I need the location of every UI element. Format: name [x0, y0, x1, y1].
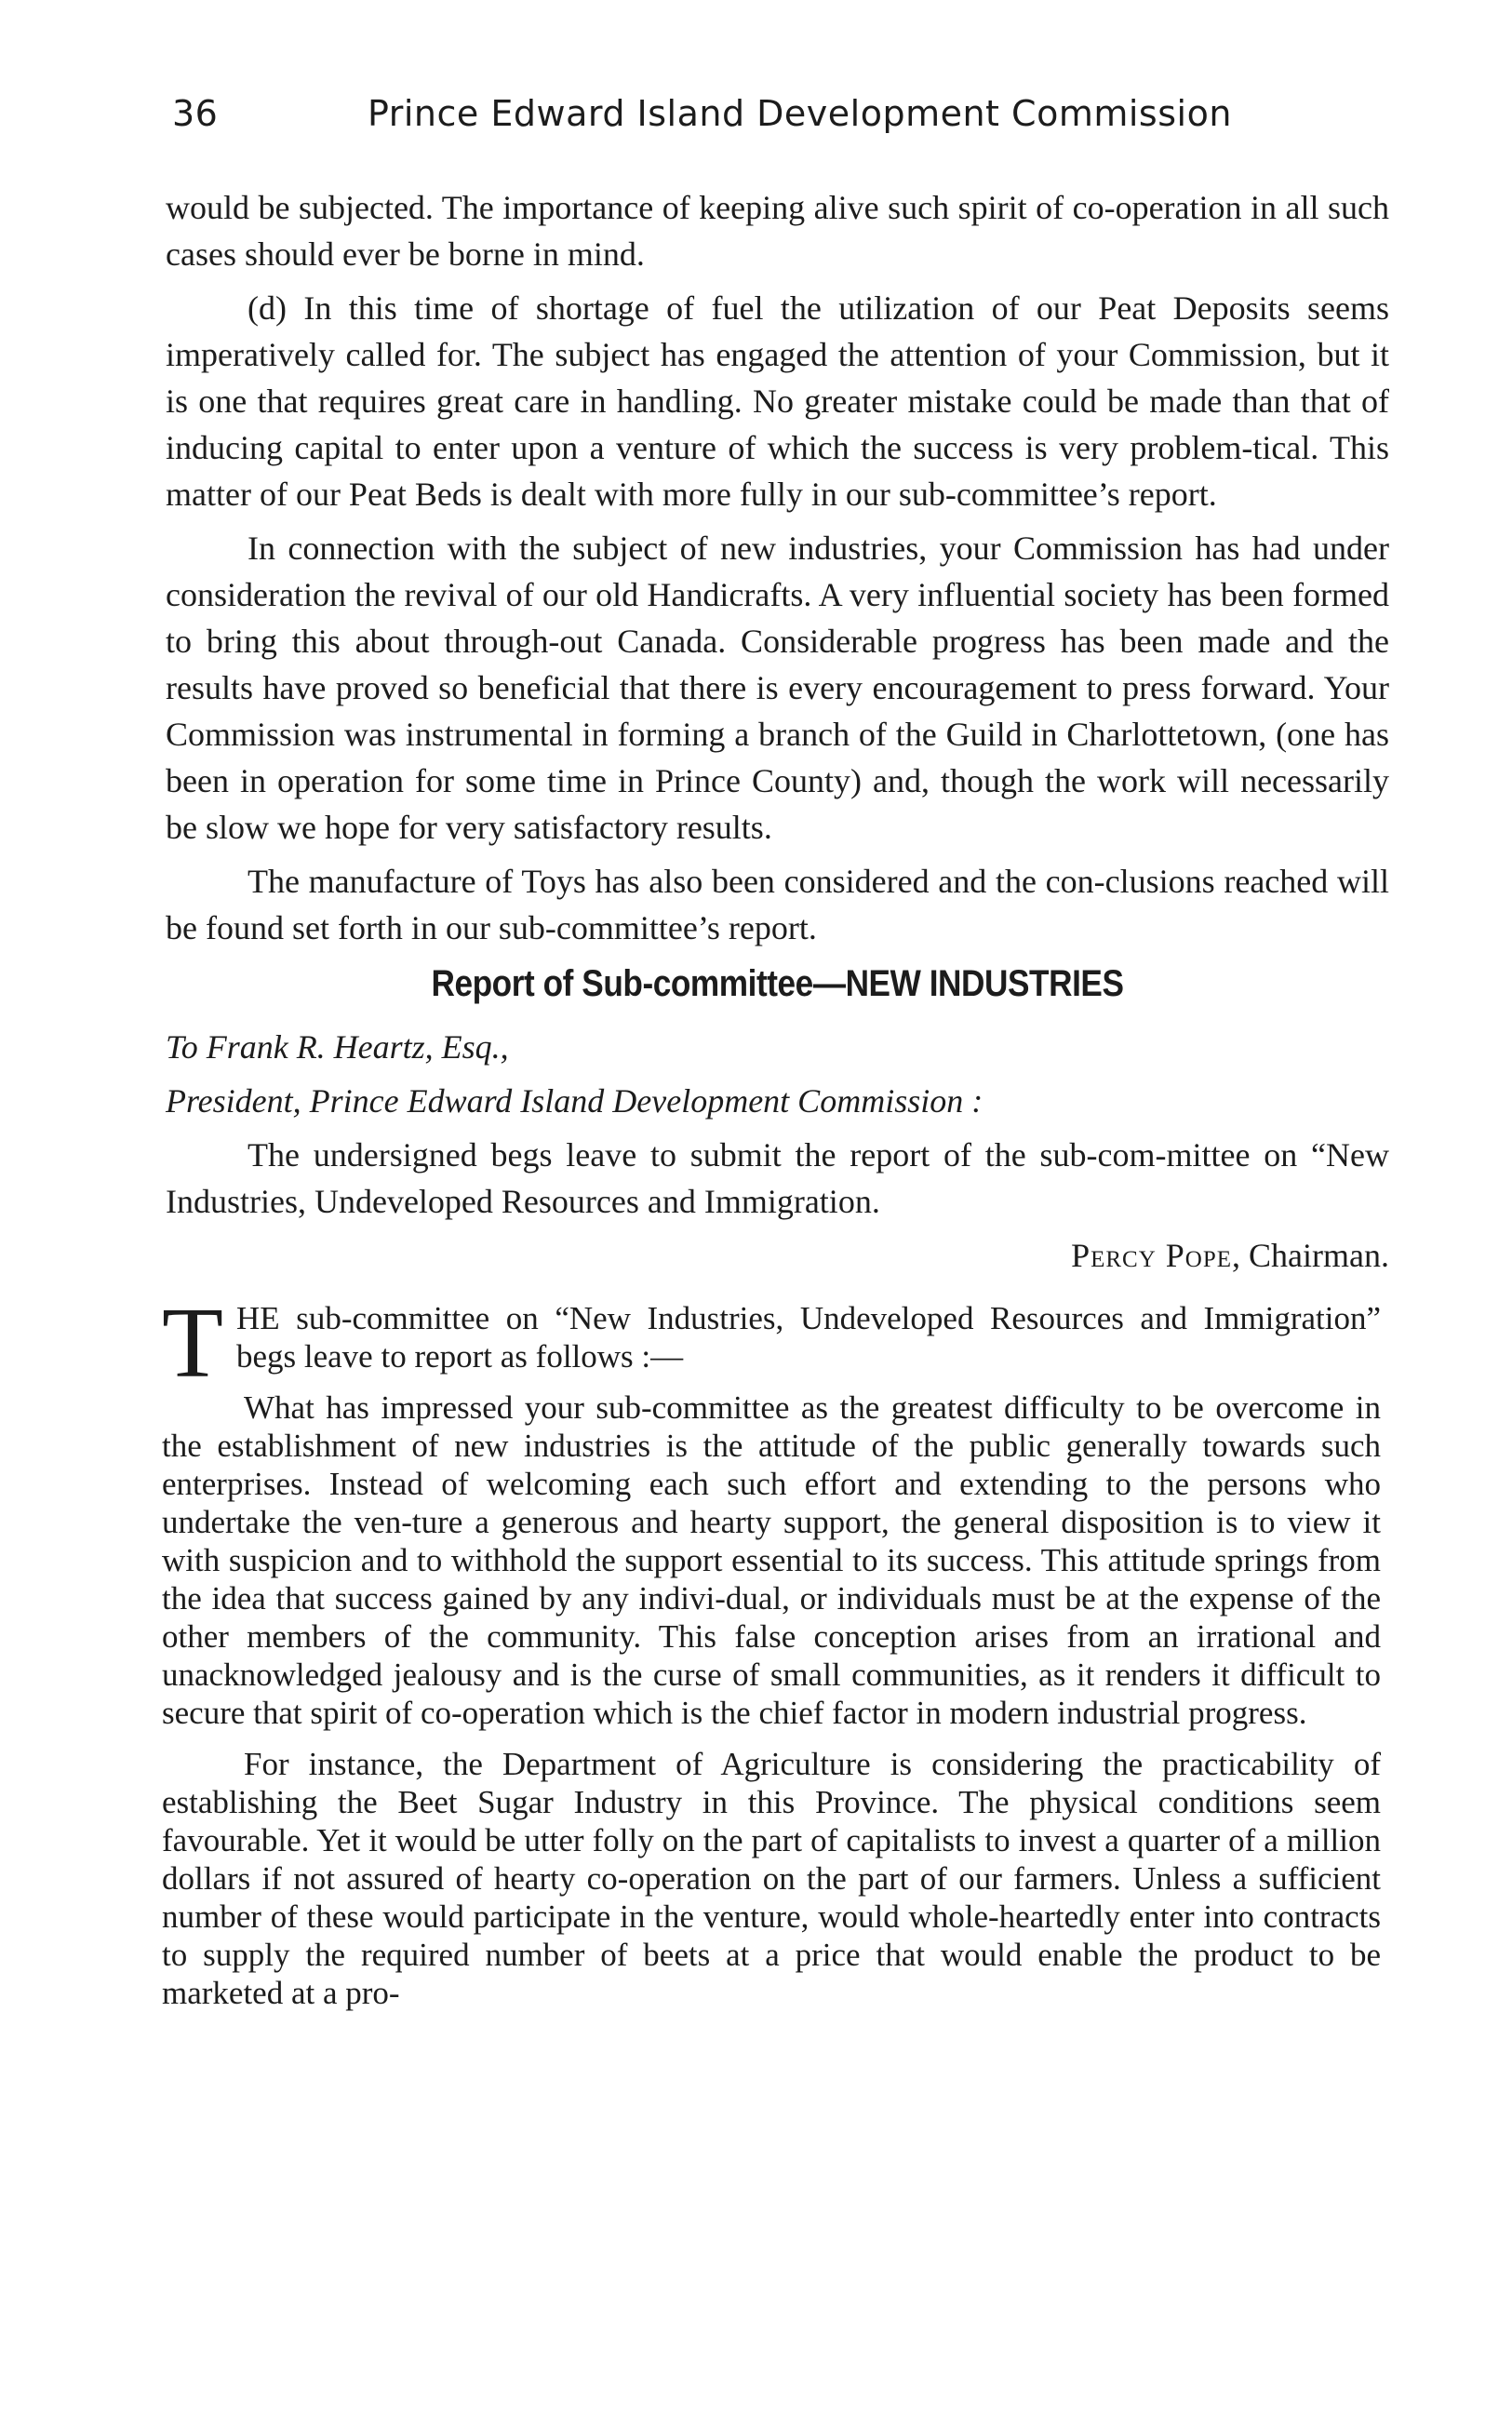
page-number: 36: [172, 93, 219, 134]
report-paragraph-1: [162, 1288, 1381, 1399]
paragraph-peat: (d) In this time of shortage of fuel the utilization of our Peat Deposits seems imperatively called for. The subject has engaged the attention of your Commission, but it is one that requires great care in handling. No greater mistake could be made than that of inducing capital to enter upon a venture of which the success is very problem-tical. This matter of our Peat Beds is dealt with more fully in our sub-committee’s report.: [166, 289, 1389, 513]
page-body: [162, 184, 1389, 2025]
report-body: [162, 1288, 1381, 2012]
signature-name: Percy Pope: [1071, 1237, 1233, 1274]
paragraph-toys: The manufacture of Toys has also been considered and the con-clusions reached will be found set forth in our sub-committee’s report.: [166, 863, 1389, 946]
submission-intro: The undersigned begs leave to submit the report of the sub-com-mittee on “New Industries, Undeveloped Resources and Immigration.: [166, 1136, 1389, 1220]
address-line-1: To Frank R. Heartz, Esq.,: [166, 1028, 509, 1066]
paragraph-handicrafts: In connection with the subject of new industries, your Commission has had under consideration the revival of our old Handicrafts. A very influential society has been formed to bring this about through-out Canada. Considerable progress has been made and the results have proved so beneficial that there is every encouragement to press forward. Your Commission was instrumental in forming a branch of the Guild in Charlottetown, (one has been in operation for some time in Prince County) and, though the work will necessarily be slow we hope for very satisfactory results.: [166, 530, 1389, 846]
address-line-2: President, Prince Edward Island Development Commission :: [166, 1082, 983, 1120]
report-paragraph-1-text: HE sub-committee on “New Industries, Undeveloped Resources and Immigration” begs leave to report as follows :—: [235, 1300, 1381, 1375]
report-paragraph-3: For instance, the Department of Agriculture is considering the practicability of establishing the Beet Sugar Industry in this Province. The physical conditions seem favourable. Yet it would be utter folly on the part of capitalists to invest a quarter of a million dollars if not assured of hearty co-operation on the part of our farmers. Unless a sufficient number of these would participate in the venture, would whole-heartedly enter into contracts to supply the required number of beets at a price that would enable the product to be marketed at a pro-: [162, 1746, 1381, 2011]
drop-cap: T: [162, 1288, 223, 1399]
paragraph-continued: would be subjected. The importance of keeping alive such spirit of co-operation in all such cases should ever be borne in mind.: [166, 189, 1389, 273]
signature-role: , Chairman.: [1232, 1237, 1389, 1274]
section-heading: Report of Sub-committee—NEW INDUSTRIES: [431, 963, 1124, 1004]
running-header: [172, 93, 1232, 134]
report-paragraph-2: What has impressed your sub-committee as the greatest difficulty to be overcome in the establishment of new industries is the attitude of the public generally towards such enterprises. Instead of welcoming each such effort and extending to the persons who undertake the ven-ture a generous and hearty support, the general disposition is to view it with suspicion and to withhold the support essential to its success. This attitude springs from the idea that success gained by any indivi-dual, or individuals must be at the expense of the other members of the community. This false conception arises from an irrational and unacknowledged jealousy and is the curse of small communities, as it renders it difficult to secure that spirit of co-operation which is the chief factor in modern industrial progress.: [162, 1389, 1381, 1731]
signature: [166, 1232, 1389, 1279]
header-title: Prince Edward Island Development Commission: [368, 93, 1232, 134]
